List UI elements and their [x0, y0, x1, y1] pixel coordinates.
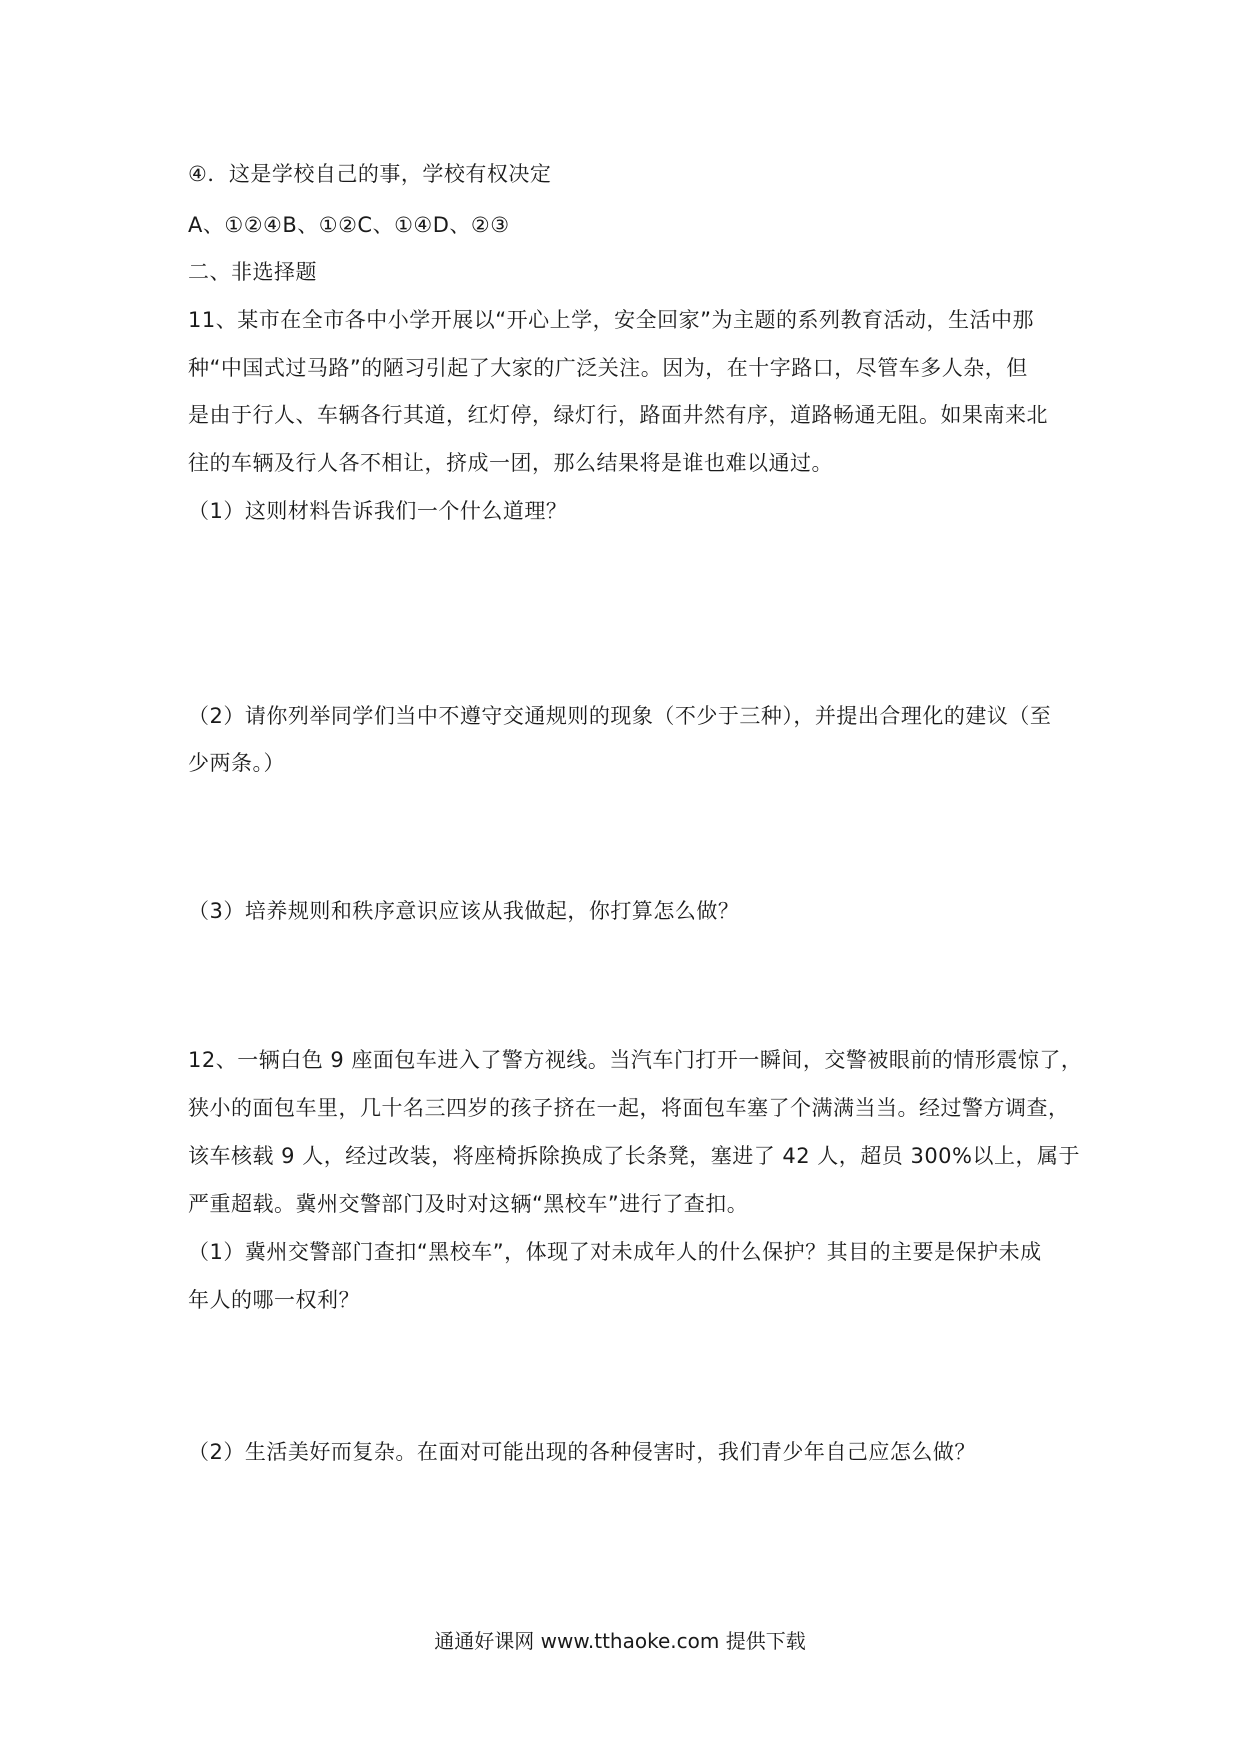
- q12-subquestion-1: （1）冀州交警部门查扣“黑校车”，体现了对未成年人的什么保护？其目的主要是保护未成: [188, 1240, 1042, 1264]
- q12-paragraph-line: 该车核载 9 人，经过改装，将座椅拆除换成了长条凳，塞进了 42 人，超员 300%以上，属于: [188, 1144, 1080, 1168]
- q11-paragraph-line: 11、某市在全市各中小学开展以“开心上学，安全回家”为主题的系列教育活动，生活中那: [188, 308, 1034, 332]
- q12-paragraph-line: 严重超载。冀州交警部门及时对这辆“黑校车”进行了查扣。: [188, 1192, 749, 1216]
- q12-paragraph-line: 狭小的面包车里，几十名三四岁的孩子挤在一起，将面包车塞了个满满当当。经过警方调查，: [188, 1096, 1070, 1120]
- answer-choices: A、①②④B、①②C、①④D、②③: [188, 213, 510, 237]
- q11-subquestion-3: （3）培养规则和秩序意识应该从我做起，你打算怎么做？: [188, 899, 740, 923]
- q11-paragraph-line: 是由于行人、车辆各行其道，红灯停，绿灯行，路面井然有序，道路畅通无阻。如果南来北: [188, 403, 1048, 427]
- q11-subquestion-1: （1）这则材料告诉我们一个什么道理？: [188, 499, 568, 523]
- section-heading: 二、非选择题: [188, 260, 317, 284]
- page-footer: 通通好课网 www.tthaoke.com 提供下载: [434, 1629, 806, 1653]
- q11-subquestion-2: （2）请你列举同学们当中不遵守交通规则的现象（不少于三种），并提出合理化的建议（至: [188, 704, 1052, 728]
- q11-paragraph-line: 往的车辆及行人各不相让，挤成一团，那么结果将是谁也难以通过。: [188, 451, 833, 475]
- option-4-text: ④．这是学校自己的事，学校有权决定: [188, 162, 552, 186]
- q12-subquestion-1-cont: 年人的哪一权利？: [188, 1288, 360, 1312]
- q12-paragraph-line: 12、一辆白色 9 座面包车进入了警方视线。当汽车门打开一瞬间，交警被眼前的情形震惊了，: [188, 1048, 1083, 1072]
- q11-subquestion-2-cont: 少两条。）: [188, 751, 285, 775]
- q12-subquestion-2: （2）生活美好而复杂。在面对可能出现的各种侵害时，我们青少年自己应怎么做？: [188, 1440, 976, 1464]
- q11-paragraph-line: 种“中国式过马路”的陋习引起了大家的广泛关注。因为，在十字路口，尽管车多人杂，但: [188, 356, 1028, 380]
